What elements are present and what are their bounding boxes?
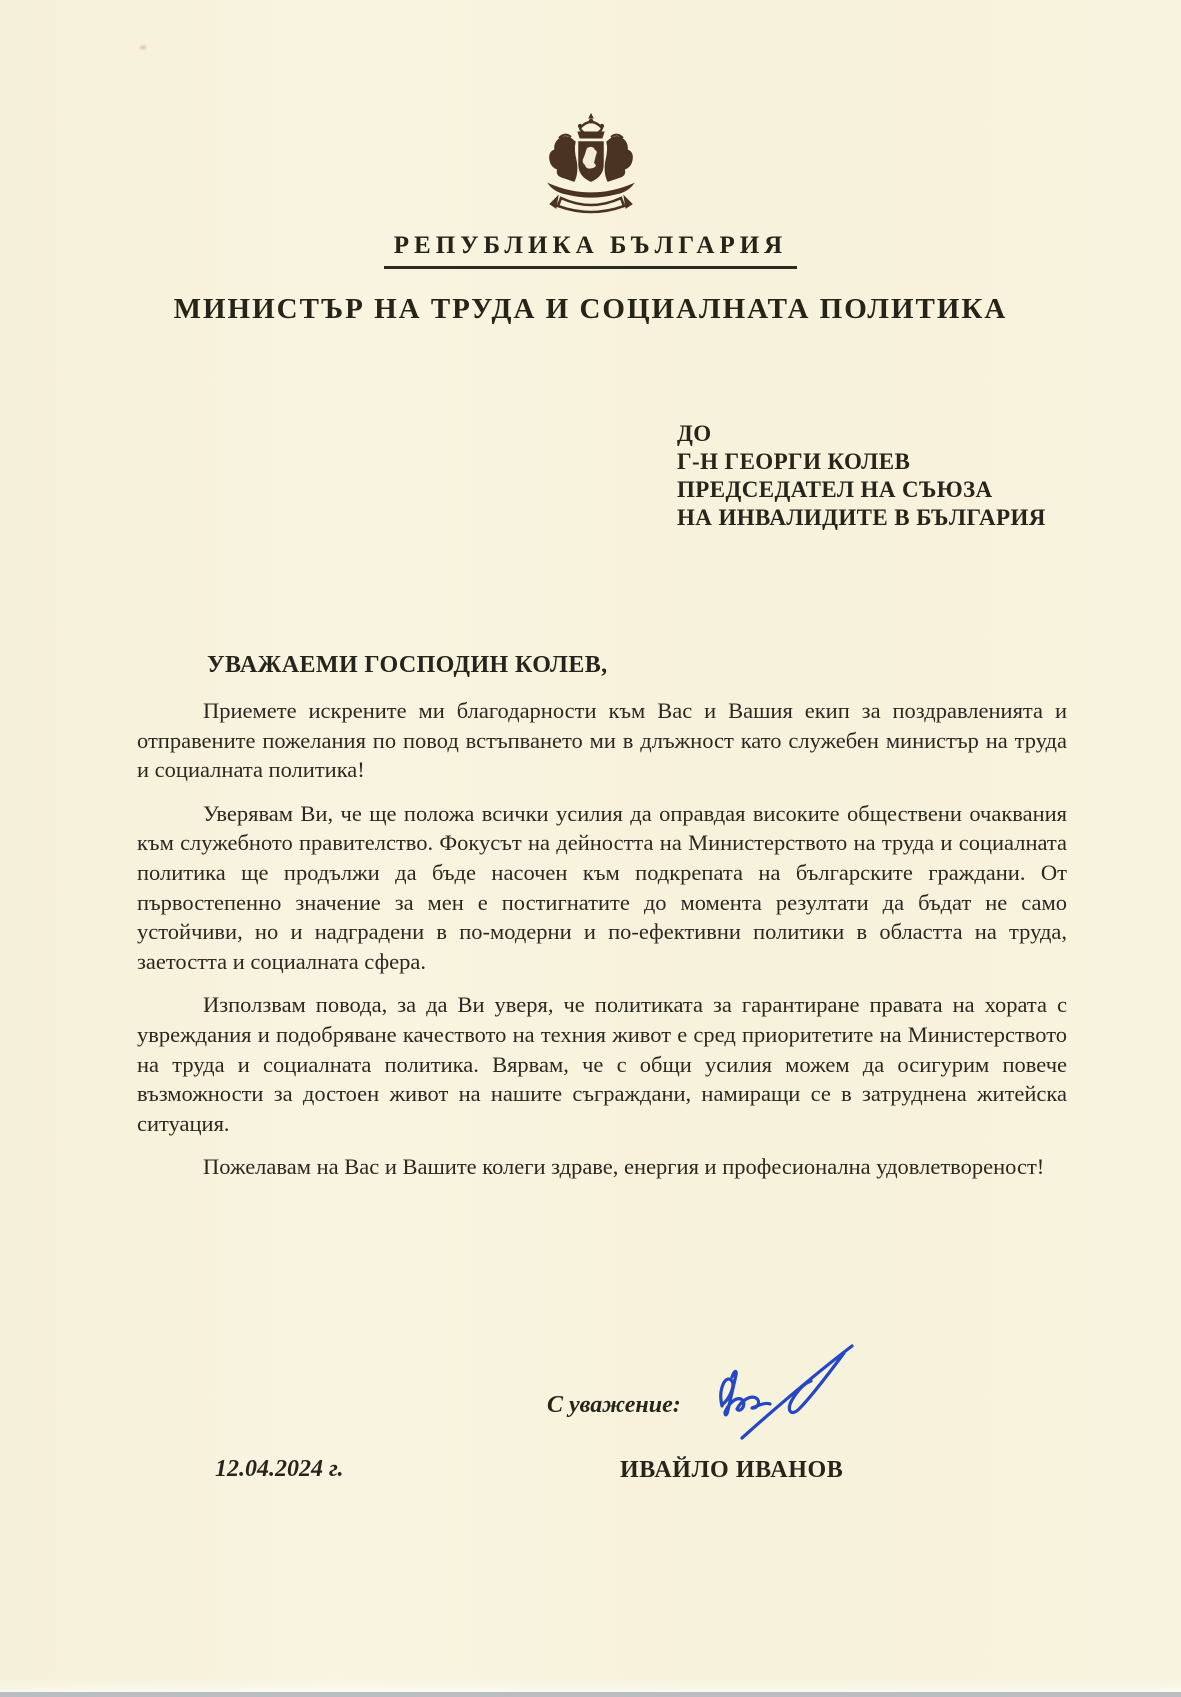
recipient-line-to: ДО: [677, 421, 712, 446]
paragraph-1: Приемете искрените ми благодарности към Вас и Вашия екип за поздравленията и отправените пожелания по повод встъпването ми в длъжност като служебен министър на труда и социалната политика!: [137, 698, 1067, 783]
republic-title: РЕПУБЛИКА БЪЛГАРИЯ: [384, 232, 798, 269]
recipient-line-title: ПРЕДСЕДАТЕЛ НА СЪЮЗА: [677, 477, 993, 502]
signatory-name: ИВАЙЛО ИВАНОВ: [620, 1457, 844, 1483]
paragraph-4: Пожелавам на Вас и Вашите колеги здраве, енергия и професионална удовлетвореност!: [203, 1154, 1045, 1180]
recipient-line-name: Г-Н ГЕОРГИ КОЛЕВ: [677, 449, 911, 474]
handwritten-signature-icon: [712, 1340, 862, 1442]
scan-bottom-edge: [0, 1692, 1181, 1697]
salutation: УВАЖАЕМИ ГОСПОДИН КОЛЕВ,: [207, 652, 608, 678]
closing-salutation: С уважение:: [547, 1392, 681, 1418]
letter-body: [137, 696, 1067, 1196]
letter-date: 12.04.2024 г.: [215, 1456, 344, 1482]
scan-artifact-mark: [138, 44, 148, 51]
ministry-title: МИНИСТЪР НА ТРУДА И СОЦИАЛНАТА ПОЛИТИКА: [173, 293, 1008, 325]
paragraph-2: Уверявам Ви, че ще положа всички усилия да оправдая високите обществени очаквания към служебното правителство. Фокусът на дейността на Министерството на труда и социалната политика ще продължи да бъде насочен към подкрепата на българските граждани. От първостепенно значение за мен е постигнатите до момента резултати да бъдат не само устойчиви, но и надградени в по-модерни и по-ефективни политики в областта на труда, заетостта и социалната сфера.: [137, 800, 1067, 974]
scan-bottom-fade: [0, 1678, 1181, 1692]
letterhead: [0, 112, 1181, 326]
paragraph-3: Използвам повода, за да Ви уверя, че политиката за гарантиране правата на хората с увреждания и подобряване качеството на техния живот е сред приоритетите на Министерството на труда и социалната политика. Вярвам, че с общи усилия можем да осигурим повече възможности за достоен живот на нашите съграждани, намиращи се в затруднена житейска ситуация.: [137, 992, 1067, 1136]
bulgaria-coat-of-arms-icon: [531, 112, 651, 220]
recipient-line-org: НА ИНВАЛИДИТЕ В БЪЛГАРИЯ: [677, 505, 1046, 530]
recipient-block: [677, 420, 1046, 532]
